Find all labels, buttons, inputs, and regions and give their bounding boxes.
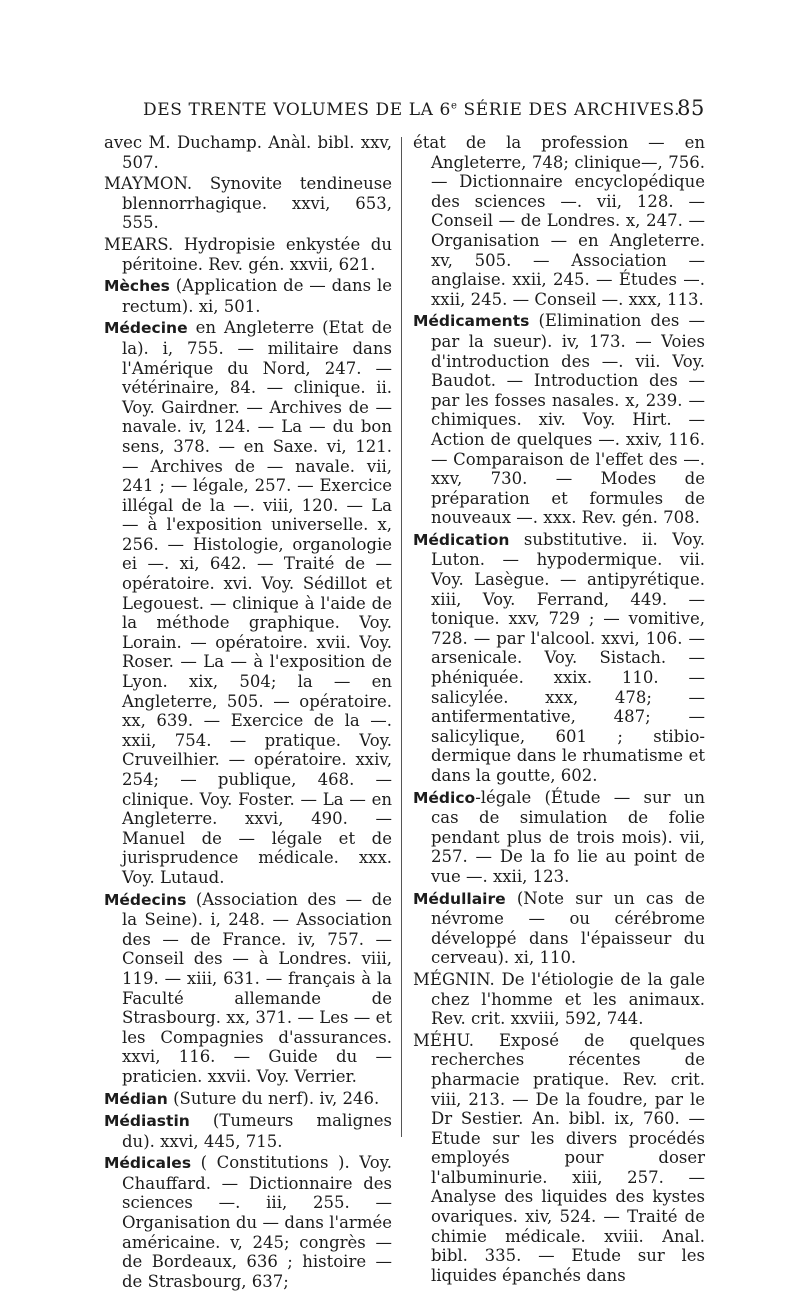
entry-headword: Médicales — [104, 1154, 192, 1173]
entry-text: état de la profession — en Angleterre, 748; clinique—, 756. — Dictionnaire encyclopédique des sciences —. vii, 128. — Conseil — de Londres. x, 247. — Organisation — en Angleterre. xv, 505. — Association — anglaise. xxii, 245. — Études —. xxii, 245. — Conseil —. xxx, 113. — [413, 133, 705, 309]
entry-text: (Application de — dans le rectum). xi, 501. — [122, 276, 392, 316]
entry-headword: Médecins — [104, 890, 187, 909]
index-entry — [413, 889, 705, 968]
index-entry — [104, 890, 392, 1087]
index-entry — [104, 276, 392, 316]
entry-headword: Médiastin — [104, 1112, 190, 1131]
index-entry — [413, 311, 705, 528]
entry-text: en Angleterre (Etat de la). i, 755. — militaire dans l'Amérique du Nord, 247. — vétérinaire, 84. — clinique. ii. Voy. Gairdner. — Archives de — navale. iv, 124. — La — du bon sens, 378. — en Saxe. vi, 121. — Archives de — navale. vii, 241 ; — légale, 257. — Exercice illégal de la —. viii, 120. — La — à l'exposition universelle. x, 256. — Histologie, organologie ei —. xi, 642. — Traité de — opératoire. xvi. Voy. Sédillot et Legouest. — clinique à l'aide de la méthode graphique. Voy. Lorain. — opératoire. xvii. Voy. Roser. — La — à l'exposition de Lyon. xix, 504; la — en Angleterre, 505. — opératoire. xx, 639. — Exercice de la —. xxii, 754. — pratique. Voy. Cruveilhier. — opératoire. xxiv, 254; — publique, 468. — clinique. Voy. Foster. — La — en Angleterre. xxvi, 490. — Manuel de — légale et de jurisprudence médicale. xxx. Voy. Lutaud. — [122, 318, 392, 887]
entry-text: MÉGNIN. De l'étiologie de la gale chez l'homme et les animaux. Rev. crit. xxviii, 592, 744. — [413, 969, 705, 1029]
entry-headword: Médicaments — [413, 312, 530, 331]
entry-headword: Médecine — [104, 319, 188, 338]
entry-headword: Médullaire — [413, 889, 506, 908]
entry-text: MÉHU. Exposé de quelques recherches récentes de pharmacie pratique. Rev. crit. viii, 213. — De la foudre, par le Dr Sestier. An. bibl. ix, 760. — Etude sur les divers procédés employés pour doser l'albuminurie. xiii, 257. — Analyse des liquides des kystes ovariques. xiv, 524. — Traité de chimie médicale. xviii. Anal. bibl. 335. — Etude sur les liquides épanchés dans — [413, 1030, 705, 1285]
entry-headword: Médico — [413, 788, 476, 807]
index-entry — [104, 1111, 392, 1151]
entry-text: (Elimination des — par la sueur). iv, 173. — Voies d'introduction des —. vii. Voy. Baudot. — Introduction des — par les fosses nasales. x, 239. — chimiques. xiv. Voy. Hirt. — Action de quelques —. xxiv, 116. — Comparaison de l'effet des —. xxv, 730. — Modes de préparation et formules de nouveaux —. xxx. Rev. gén. 708. — [431, 311, 705, 528]
entry-text: avec M. Duchamp. Anàl. bibl. xxv, 507. — [104, 133, 392, 172]
index-entry — [413, 133, 705, 309]
page-header — [143, 96, 705, 130]
entry-text: MAYMON. Synovite tendineuse blennorrhagique. xxvi, 653, 555. — [104, 174, 392, 233]
entry-text: (Note sur un cas de névrome — ou cérébrome développé dans l'épaisseur du cerveau). xi, 110. — [431, 888, 705, 968]
entry-text: (Tumeurs malignes du). xxvi, 445, 715. — [122, 1111, 392, 1151]
entry-text: ( Constitutions ). Voy. Chauffard. — Dictionnaire des sciences —. iii, 255. — Organisation du — dans l'armée américaine. v, 245; congrès — de Bordeaux, 636 ; histoire — de Strasbourg, 637; — [122, 1153, 392, 1291]
index-entry — [104, 235, 392, 274]
index-entry — [413, 1031, 705, 1286]
index-entry — [413, 970, 705, 1029]
entry-text: (Suture du nerf). iv, 246. — [167, 1088, 380, 1108]
entry-headword: Mèches — [104, 277, 170, 296]
index-entry — [104, 174, 392, 233]
column-divider — [401, 137, 402, 1137]
index-entry — [104, 1089, 392, 1110]
entry-text: substitutive. ii. Voy. Luton. — hypodermique. vii. Voy. Lasègue. — antipyrétique. xiii, Voy. Ferrand, 449. — tonique. xxv, 729 ; — vomitive, 728. — par l'alcool. xxvi, 106. — arsenicale. Voy. Sistach. — phéniquée. xxix. 110. — salicylée. xxx, 478; — antifermentative, 487; — salicylique, 601 ; stibio-dermique dans le rhumatisme et dans la goutte, 602. — [431, 529, 705, 785]
running-title: DES TRENTE VOLUMES DE LA 6e SÉRIE DES ARCHIVES. — [143, 100, 681, 120]
entry-text: MEARS. Hydropisie enkystée du péritoine. Rev. gén. xxvii, 621. — [104, 234, 392, 274]
left-column — [104, 133, 392, 1291]
index-entry — [104, 1153, 392, 1291]
index-entry — [104, 318, 392, 887]
entry-headword: Médian — [104, 1089, 168, 1108]
page-number: 85 — [677, 96, 705, 120]
right-column — [413, 133, 705, 1285]
entry-text: -légale (Étude — sur un cas de simulation de folie pendant plus de trois mois). vii, 257. — De la fo lie au point de vue —. xxii, 123. — [431, 787, 705, 886]
entry-text: (Association des — de la Seine). i, 248. — Association des — de France. iv, 757. — Conseil des — à Londres. viii, 119. — xiii, 631. — français à la Faculté allemande de Strasbourg. xx, 371. — Les — et les Compagnies d'assurances. xxvi, 116. — Guide du — praticien. xxvii. Voy. Verrier. — [122, 889, 392, 1086]
index-entry — [104, 133, 392, 172]
entry-headword: Médication — [413, 530, 510, 549]
index-entry — [413, 788, 705, 887]
index-entry — [413, 530, 705, 786]
